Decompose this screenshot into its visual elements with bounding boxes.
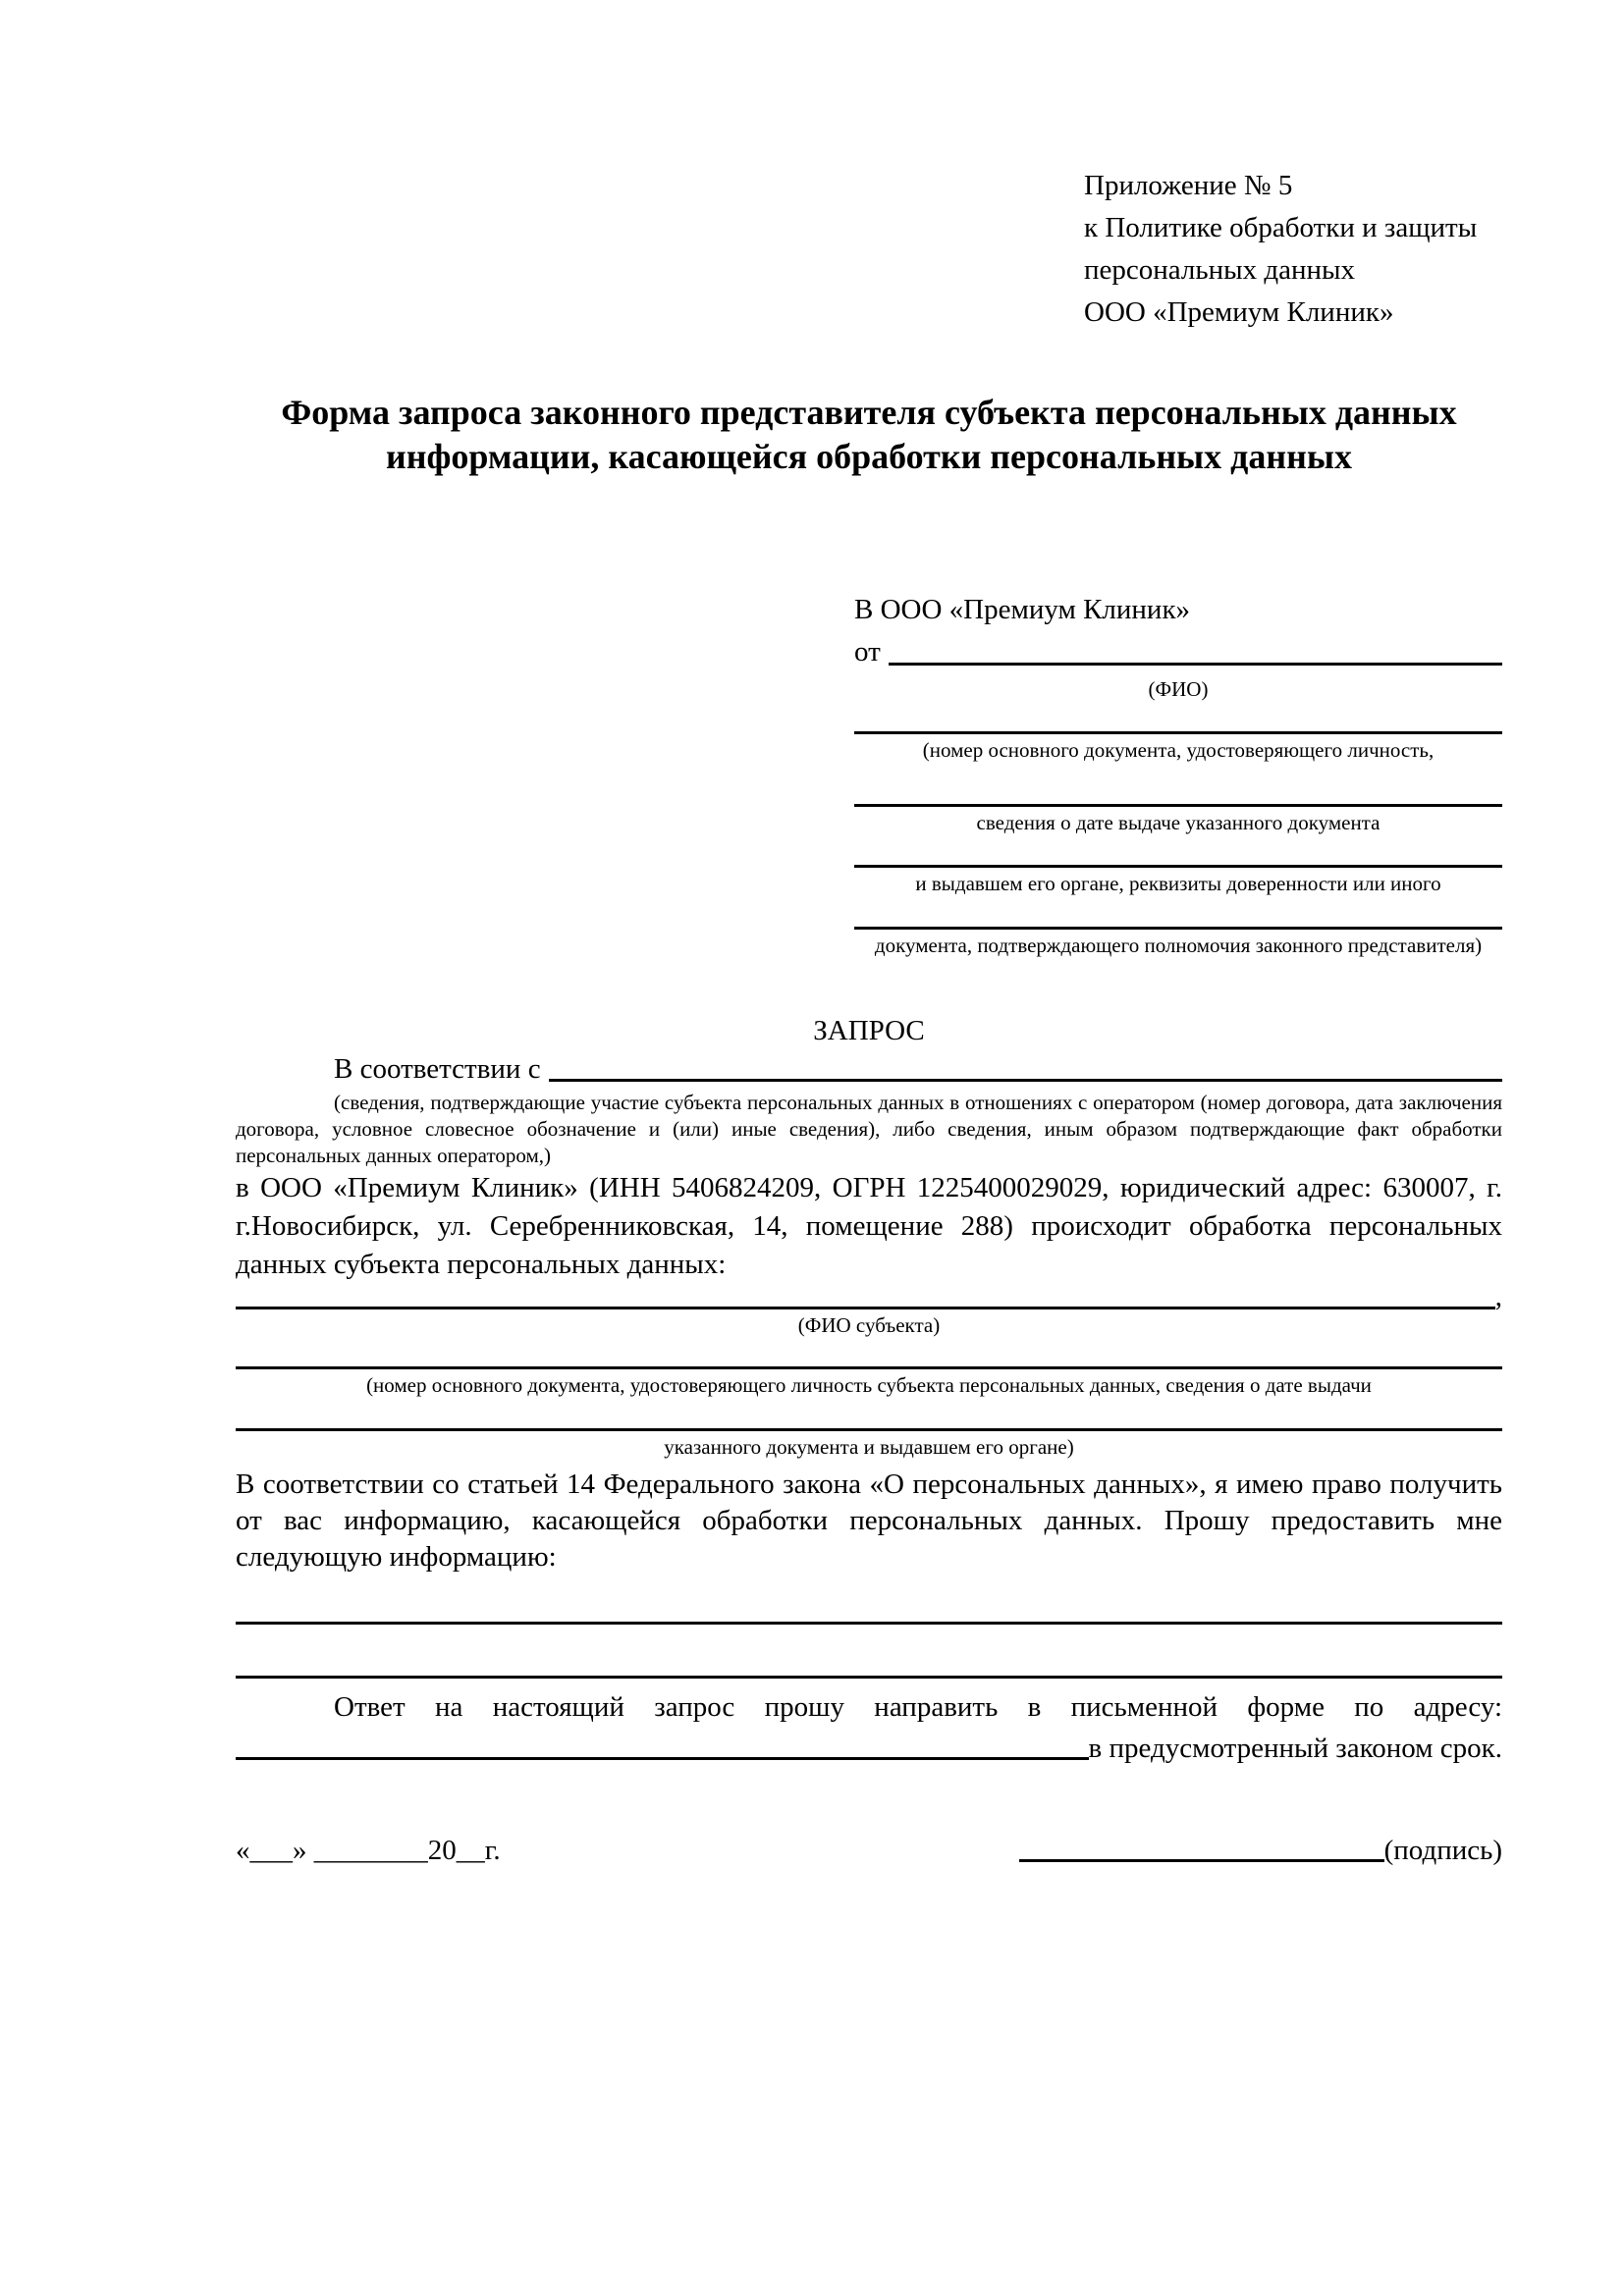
subject-doc-caption-line2: указанного документа и выдавшем его органе) (664, 1435, 1074, 1459)
from-label: от (854, 636, 881, 667)
appendix-line-3: персональных данных (1084, 254, 1356, 286)
reply-address-line: Ответ на настоящий запрос прошу направить в письменной форме по адресу: (334, 1691, 1502, 1723)
law-article-paragraph: В соответствии со статьей 14 Федерального закона «О персональных данных», я имею право получить от вас информацию, касающейся обработки персональных данных. Прошу предоставить мне следующую информацию: (236, 1468, 1502, 1573)
signature-group (1019, 1830, 1502, 1871)
signature-blank-line (1019, 1859, 1384, 1862)
subject-fio-blank-line (236, 1307, 1495, 1309)
issue-date-caption: сведения о дате выдаче указанного документа (976, 811, 1380, 834)
from-row (854, 631, 1502, 673)
doc-number-caption: (номер основного документа, удостоверяющего личность, (922, 738, 1435, 762)
appendix-line-4: ООО «Премиум Клиник» (1084, 296, 1394, 328)
accordance-label: В соответствии с (334, 1053, 541, 1085)
document-title (236, 391, 1502, 479)
appendix-header (1084, 165, 1477, 334)
fio-blank-line (889, 663, 1502, 666)
appendix-line-1: Приложение № 5 (1084, 170, 1293, 201)
info-blank-line-2 (236, 1676, 1502, 1679)
subject-doc-caption-line1: (номер основного документа, удостоверяющего личность субъекта персональных данных, сведения о дате выдачи (366, 1373, 1372, 1397)
blank-line (854, 804, 1502, 807)
accordance-row (236, 1048, 1502, 1090)
info-blank-line-1 (236, 1622, 1502, 1625)
addressee-block (854, 589, 1502, 957)
reply-deadline-text: в предусмотренный законом срок. (1088, 1733, 1502, 1764)
blank-line (236, 1428, 1502, 1431)
blank-line (236, 1366, 1502, 1369)
signature-caption: (подпись) (1383, 1835, 1502, 1866)
addressee-org-line: В ООО «Премиум Клиник» (854, 594, 1191, 625)
issuing-authority-caption: и выдавшем его органе, реквизиты доверенности или иного (915, 872, 1441, 895)
title-line-1: Форма запроса законного представителя субъекта персональных данных (281, 393, 1457, 432)
comma-mark: , (1494, 1281, 1502, 1312)
blank-line (854, 865, 1502, 868)
title-line-2: информации, касающейся обработки персональных данных (386, 437, 1352, 476)
appendix-line-2: к Политике обработки и защиты (1084, 212, 1478, 243)
footer-row (236, 1830, 1502, 1871)
relationship-fine-print: (сведения, подтверждающие участие субъекта персональных данных в отношениях с оператором (номер договора, дата заключения договора, условное словесное обозначение и (или) иные сведения), либо сведения, иным образом подтверждающие факт обработки персональных данных оператором,) (236, 1091, 1502, 1167)
blank-line (854, 927, 1502, 930)
subject-fio-caption: (ФИО субъекта) (797, 1313, 941, 1337)
blank-line (854, 731, 1502, 734)
fio-caption: (ФИО) (1148, 677, 1209, 701)
request-heading: ЗАПРОС (813, 1015, 925, 1046)
operator-paragraph: в ООО «Премиум Клиник» (ИНН 5406824209, ОГРН 1225400029029, юридический адрес: 630007, г. г.Новосибирск, ул. Серебренниковская, 14, помещение 288) происходит обработка персональных данных субъекта персональных данных: (236, 1172, 1502, 1280)
address-blank-line (236, 1757, 1089, 1760)
accordance-blank-line (549, 1079, 1502, 1082)
authority-doc-caption: документа, подтверждающего полномочия законного представителя) (874, 934, 1483, 957)
reply-deadline-row (236, 1728, 1502, 1769)
date-blank-field: «___» ________20__г. (236, 1835, 501, 1866)
subject-fio-blank-row (236, 1281, 1502, 1312)
document-body (236, 391, 1502, 1871)
